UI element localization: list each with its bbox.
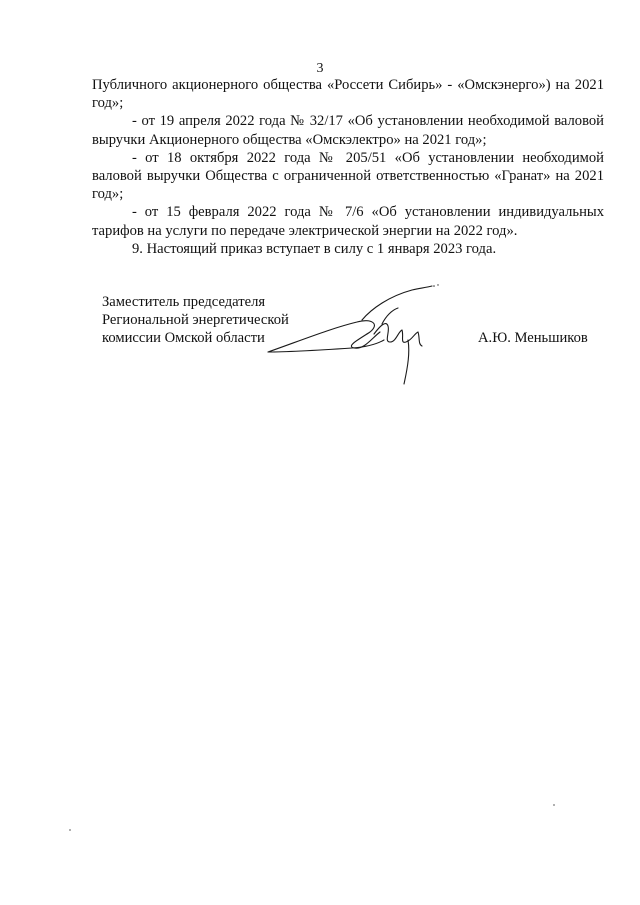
scan-speck <box>553 804 555 806</box>
signatory-position-line: Заместитель председателя <box>102 294 266 310</box>
signatory-position-line: комиссии Омской области <box>102 330 265 347</box>
signatory-name: А.Ю. Меньшиков <box>478 330 588 346</box>
scan-speck <box>69 829 71 831</box>
paragraph-effective-date: 9. Настоящий приказ вступает в силу с 1 января 2023 года. <box>132 240 497 257</box>
paragraph-order-7-6: - от 15 февраля 2022 года № 7/6 «Об установлении индивидуальных тарифов на услуги по передаче электрической энергии на 2022 год». <box>92 204 604 239</box>
paragraph-continuation: Публичного акционерного общества «Россети Сибирь» - «Омскэнерго») на 2021 год»; <box>92 77 604 112</box>
handwritten-signature <box>262 280 442 395</box>
document-body <box>92 76 604 258</box>
page-number: 3 <box>316 61 324 76</box>
signatory-position <box>102 293 289 348</box>
signatory-position-line: Региональной энергетической <box>102 312 289 329</box>
paragraph-order-32-17: - от 19 апреля 2022 года № 32/17 «Об установлении необходимой валовой выручки Акционерного общества «Омскэлектро» на 2021 год»; <box>92 113 604 148</box>
paragraph-order-205-51: - от 18 октября 2022 года № 205/51 «Об установлении необходимой валовой выручки Общества с ограниченной ответственностью «Гранат» на 2021 год»; <box>92 149 604 203</box>
